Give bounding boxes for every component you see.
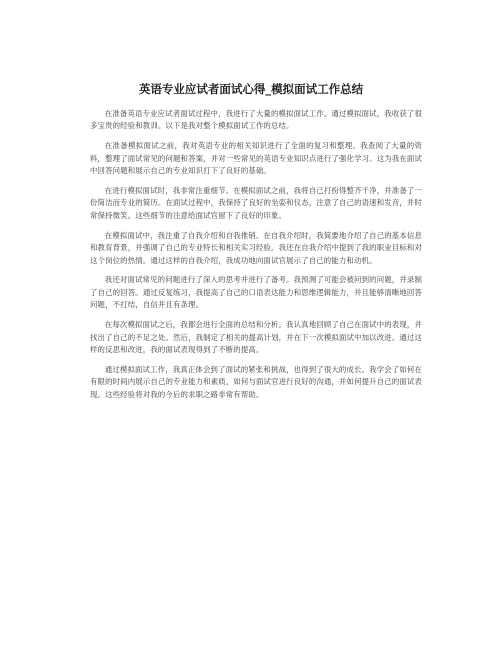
paragraph-2: 在准备模拟面试之前，我对英语专业的相关知识进行了全面的复习和整理。我查阅了大量的资料，整理了面试常见的问题和答案，并对一些常见的英语专业知识点进行了强化学习。这为我在面试中回答问题和展示自己的专业知识打下了良好的基础。 [90,141,422,176]
paragraph-6: 在每次模拟面试之后，我都会进行全面的总结和分析。我认真地回顾了自己在面试中的表现，并找出了自己的不足之处。然后，我制定了相关的提高计划，并在下一次模拟面试中加以改进。通过这样的反思和改进，我的面试表现得到了不断的提高。 [90,320,422,354]
document-title: 英语专业应试者面试心得_模拟面试工作总结 [138,82,364,96]
document-body [90,108,422,409]
paragraph-3: 在进行模拟面试时，我非常注重细节。在模拟面试之前，我将自己打扮得整齐干净，并准备了一份简洁而专业的简历。在面试过程中，我保持了良好的坐姿和仪态，注意了自己的语速和发音，并时常保持微笑。这些细节的注意给面试官留下了良好的印象。 [90,186,422,220]
paragraph-4: 在模拟面试中，我注重了自我介绍和自我推销。在自我介绍时，我简要地介绍了自己的基本信息和教育背景，并强调了自己的专业特长和相关实习经验。我还在自我介绍中提到了我的职业目标和对这个岗位的热情。通过这样的自我介绍，我成功地向面试官展示了自己的能力和动机。 [90,230,422,265]
paragraph-7: 通过模拟面试工作，我真正体会到了面试的紧张和挑战，也得到了很大的成长。我学会了如何在有限的时间内展示自己的专业能力和素质，如何与面试官进行良好的沟通，并如何提升自己的面试表现。这些经验将对我的今后的求职之路非常有帮助。 [90,364,422,399]
paragraph-1: 在准备英语专业应试者面试过程中，我进行了大量的模拟面试工作。通过模拟面试，我收获了很多宝贵的经验和教训。以下是我对整个模拟面试工作的总结。 [90,109,422,131]
paragraph-5: 我还对面试常见的问题进行了深入的思考并进行了备考。我预测了可能会被问到的问题，并录制了自己的回答。通过反复练习，我提高了自己的口语表达能力和思维逻辑能力，并且能够清晰地回答问题，不打结，自信并且有条理。 [90,275,422,310]
